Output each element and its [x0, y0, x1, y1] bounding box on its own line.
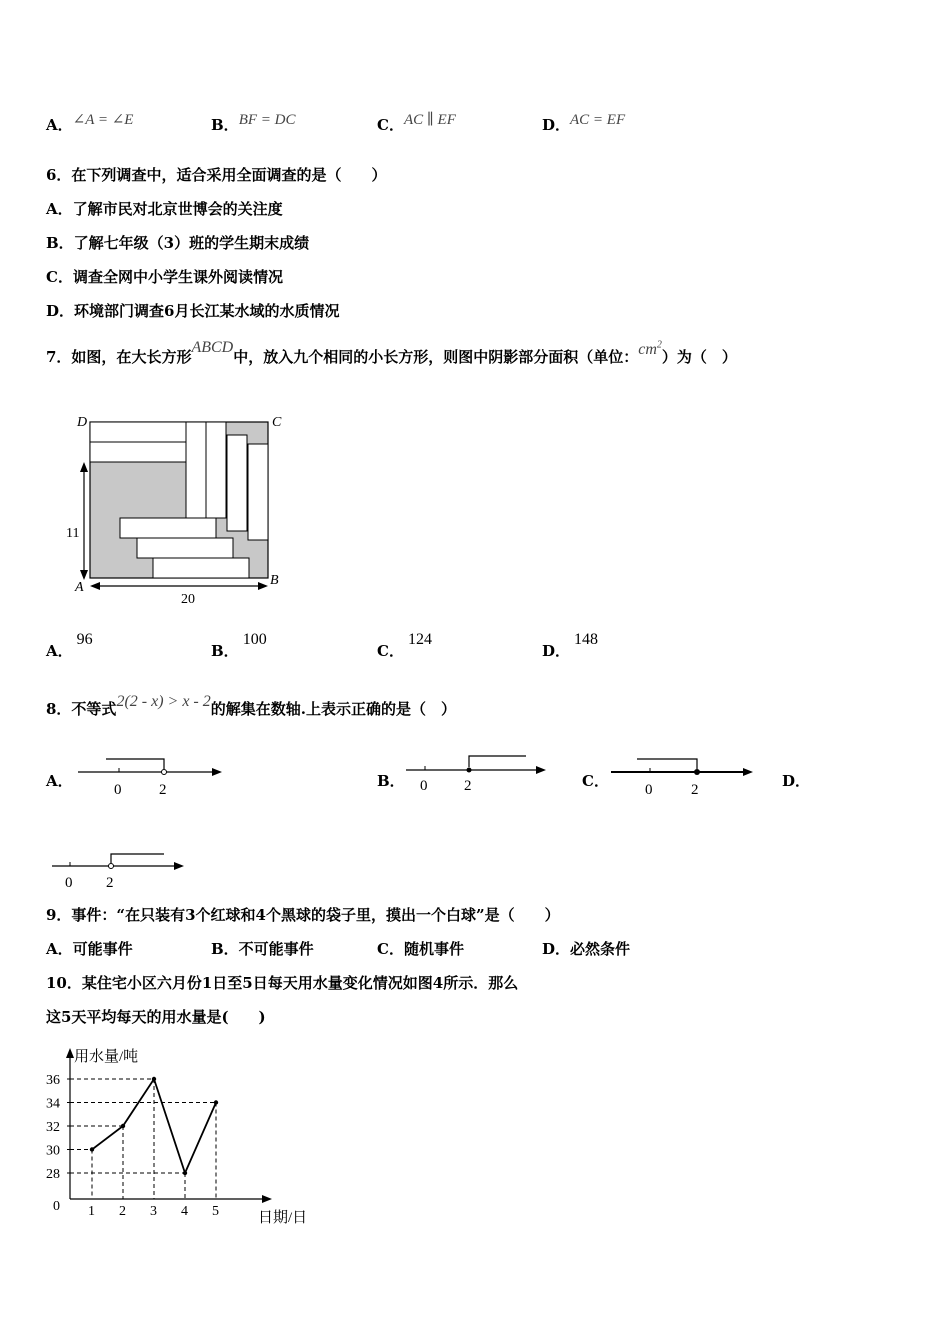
small-rect-9: [153, 558, 249, 578]
data-point: [214, 1100, 218, 1104]
q7-figure: [60, 408, 290, 608]
q7-stem: 7．如图，在大长方形ABCD中，放入九个相同的小长方形，则图中阴影部分面积（单位：$cm^2$）为（ ）: [46, 339, 737, 366]
q7-option-d[interactable]: D．148: [542, 631, 599, 660]
small-rect-8: [137, 538, 233, 558]
x-tick-label: 2: [119, 1204, 126, 1219]
small-rect-7: [120, 518, 216, 538]
small-rect-3: [186, 422, 206, 518]
y-axis-label: 用水量/吨: [74, 1049, 139, 1065]
q5-option-b[interactable]: B．BF = DC: [211, 112, 296, 134]
width-label: 20: [181, 592, 195, 607]
q9-option-d[interactable]: D．必然条件: [542, 940, 631, 958]
x-axis-arrow: [262, 1195, 272, 1203]
svg-text:2: 2: [106, 875, 114, 891]
q8-option-a-letter[interactable]: A．: [46, 772, 73, 790]
q10-line2: 这5天平均每天的用水量是( ): [46, 1008, 266, 1026]
q6-option-b[interactable]: B．了解七年级（3）班的学生期末成绩: [46, 234, 310, 252]
q6-stem: 6．在下列调查中，适合采用全面调查的是（ ）: [46, 166, 387, 184]
data-point: [90, 1147, 94, 1151]
y-axis-arrow: [66, 1048, 74, 1058]
q9-option-a[interactable]: A．可能事件: [46, 940, 133, 958]
q7-option-b[interactable]: B．100: [211, 631, 267, 660]
q9-option-b[interactable]: B．不可能事件: [211, 940, 314, 958]
small-rect-2: [90, 442, 186, 462]
x-axis-label: 日期/日: [258, 1210, 308, 1226]
y-tick-label: 34: [46, 1096, 60, 1112]
q5-option-a-expr: ∠A = ∠E: [72, 112, 134, 128]
q6-option-c[interactable]: C．调查全网中小学生课外阅读情况: [46, 268, 283, 286]
data-point: [183, 1171, 187, 1175]
q7-option-c[interactable]: C．124: [377, 631, 432, 660]
origin-label: 0: [53, 1199, 60, 1214]
y-tick-label: 32: [46, 1120, 60, 1135]
svg-text:2: 2: [691, 782, 699, 798]
label-c: C: [272, 415, 282, 430]
small-rect-6: [248, 444, 268, 540]
y-tick-label: 30: [46, 1143, 60, 1159]
q5-option-c[interactable]: C．AC ∥ EF: [377, 112, 456, 134]
q9-stem: 9．事件：“在只装有3个红球和4个黑球的袋子里，摸出一个白球”是（ ）: [46, 906, 560, 924]
q8-option-d-letter[interactable]: D．: [782, 772, 811, 790]
q8-inequality: 2(2 - x) > x - 2: [116, 693, 211, 710]
q5-option-a[interactable]: A．∠A = ∠E: [46, 112, 134, 134]
water-usage-chart: [40, 1040, 340, 1230]
small-rect-1: [90, 422, 186, 442]
q8-option-d-numberline[interactable]: [48, 848, 198, 894]
q7-unit: $cm^2$: [638, 339, 662, 358]
y-tick-label: 28: [46, 1167, 60, 1182]
x-tick-label: 4: [181, 1204, 188, 1219]
height-label: 11: [66, 526, 80, 541]
label-a: A: [75, 580, 84, 595]
x-tick-label: 3: [150, 1204, 157, 1219]
small-rect-4: [206, 422, 226, 518]
x-tick-label: 1: [88, 1204, 95, 1219]
y-tick-label: 36: [46, 1073, 60, 1088]
svg-text:2: 2: [464, 778, 472, 794]
x-tick-label: 5: [212, 1204, 219, 1219]
q6-option-a[interactable]: A．了解市民对北京世博会的关注度: [46, 200, 283, 218]
svg-text:0: 0: [65, 875, 73, 891]
small-rect-5: [227, 435, 247, 531]
q7-rect-name: ABCD: [191, 339, 234, 356]
q9-option-c[interactable]: C．随机事件: [377, 940, 464, 958]
q5-option-d-expr: AC = EF: [570, 112, 626, 128]
label-d: D: [77, 415, 88, 430]
q7-option-a[interactable]: A．96: [46, 631, 93, 660]
label-b: B: [270, 573, 279, 588]
q8-option-c-letter[interactable]: C．: [582, 772, 609, 790]
q8-stem: 8．不等式2(2 - x) > x - 2的解集在数轴.上表示正确的是（ ）: [46, 693, 456, 718]
q8-option-a-numberline[interactable]: [72, 752, 232, 800]
data-point: [152, 1077, 156, 1081]
q5-option-c-expr: AC ∥ EF: [403, 112, 456, 128]
q6-option-d[interactable]: D．环境部门调查6月长江某水域的水质情况: [46, 302, 340, 320]
q8-option-c-numberline[interactable]: [605, 752, 765, 800]
svg-text:0: 0: [420, 778, 428, 794]
q5-option-b-expr: BF = DC: [238, 112, 296, 128]
q8-option-b-letter[interactable]: B．: [377, 772, 405, 790]
q10-line1: 10．某住宅小区六月份1日至5日每天用水量变化情况如图4所示．那么: [46, 974, 519, 992]
data-point: [121, 1124, 125, 1128]
svg-text:0: 0: [645, 782, 653, 798]
q5-option-d[interactable]: D．AC = EF: [542, 112, 626, 134]
q8-option-b-numberline[interactable]: [400, 750, 560, 798]
svg-text:0: 0: [114, 782, 122, 798]
svg-text:2: 2: [159, 782, 167, 798]
